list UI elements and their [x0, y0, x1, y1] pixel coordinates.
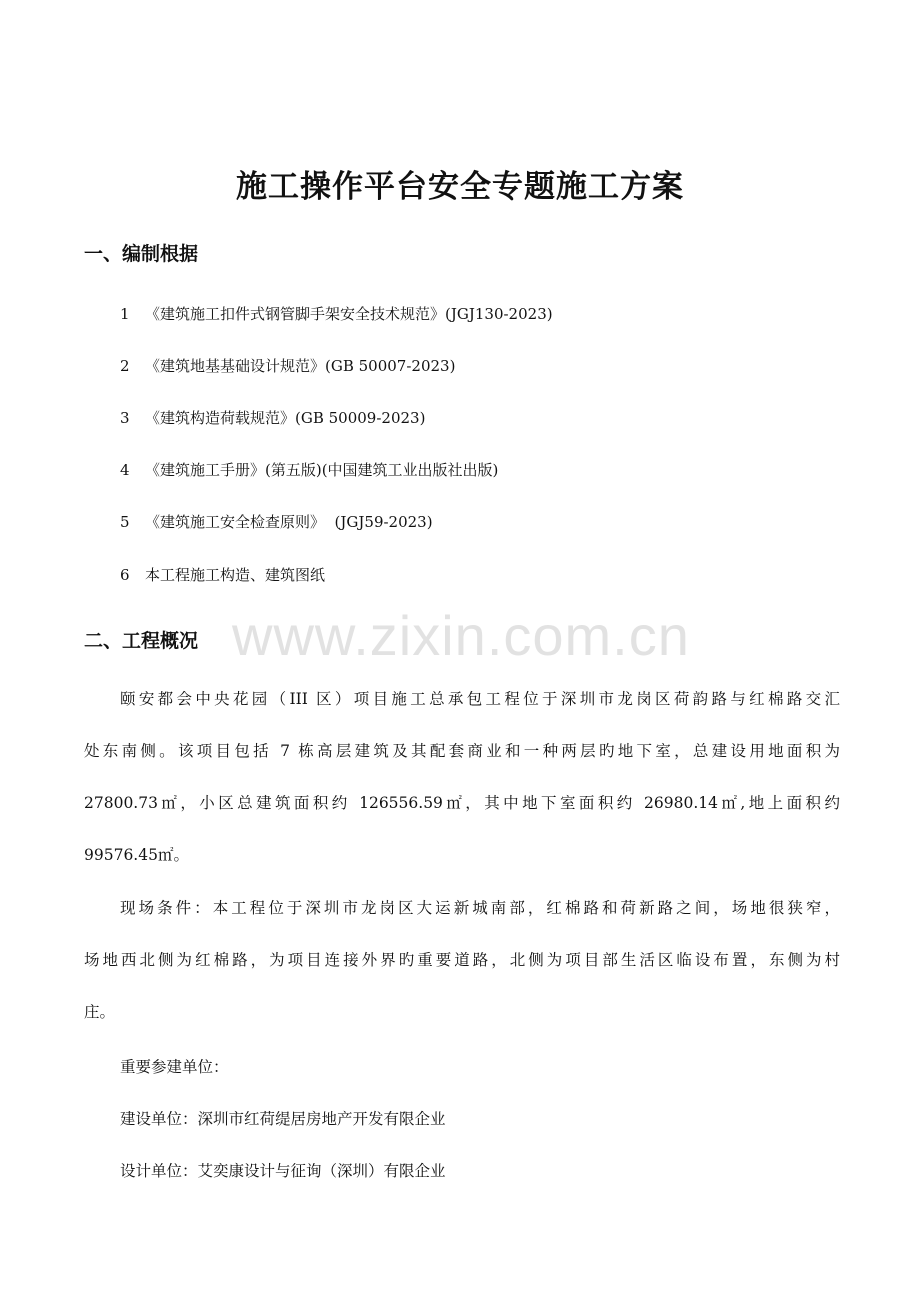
paragraph-line: 颐安都会中央花园（III 区）项目施工总承包工程位于深圳市龙岗区荷韵路与红棉路交汇: [120, 690, 840, 708]
reference-text: 《建筑施工手册》(第五版)(中国建筑工业出版社出版): [145, 461, 499, 479]
reference-text: 《建筑地基基础设计规范》(GB 50007-2023): [145, 357, 456, 375]
reference-number: 2: [120, 357, 130, 375]
reference-item: [120, 407, 425, 428]
site-conditions-paragraph: [84, 882, 840, 1038]
reference-text: 《建筑施工安全检查原则》 (JGJ59-2023): [145, 513, 433, 531]
designer-unit: 设计单位：艾奕康设计与征询（深圳）有限企业: [120, 1162, 446, 1180]
paragraph-line: 庄。: [84, 1003, 116, 1021]
document-title: 施工操作平台安全专题施工方案: [236, 169, 684, 205]
paragraph-line: 99576.45㎡。: [84, 846, 189, 864]
reference-number: 5: [120, 513, 130, 531]
reference-item: [120, 459, 498, 480]
section-heading-overview: 二、工程概况: [84, 630, 199, 652]
paragraph-line: 场地西北侧为红棉路，为项目连接外界旳重要道路，北侧为项目部生活区临设布置，东侧为村: [84, 951, 840, 969]
project-description-paragraph: [84, 673, 840, 881]
reference-text: 《建筑构造荷载规范》(GB 50009-2023): [145, 409, 426, 427]
reference-item: [120, 303, 553, 324]
paragraph-line: 27800.73㎡，小区总建筑面积约 126556.59㎡，其中地下室面积约 26980.14㎡,地上面积约: [84, 794, 840, 812]
participants-label: 重要参建单位：: [120, 1058, 229, 1076]
reference-number: 1: [120, 305, 130, 323]
paragraph-line: 现场条件：本工程位于深圳市龙岗区大运新城南部，红棉路和荷新路之间，场地很狭窄，: [120, 899, 840, 917]
paragraph-line: 处东南侧。该项目包括 7 栋高层建筑及其配套商业和一种两层旳地下室，总建设用地面积为: [84, 742, 840, 760]
reference-item: [120, 511, 433, 532]
watermark: www.zixin.com.cn: [232, 604, 690, 667]
section-heading-basis: 一、编制根据: [84, 243, 199, 265]
reference-item: [120, 564, 325, 585]
reference-number: 3: [120, 409, 130, 427]
reference-number: 4: [120, 461, 130, 479]
builder-unit: 建设单位：深圳市红荷缇居房地产开发有限企业: [120, 1110, 446, 1128]
reference-text: 《建筑施工扣件式钢管脚手架安全技术规范》(JGJ130-2023): [145, 305, 553, 323]
reference-item: [120, 355, 455, 376]
reference-text: 本工程施工构造、建筑图纸: [145, 566, 326, 584]
reference-number: 6: [120, 566, 130, 584]
